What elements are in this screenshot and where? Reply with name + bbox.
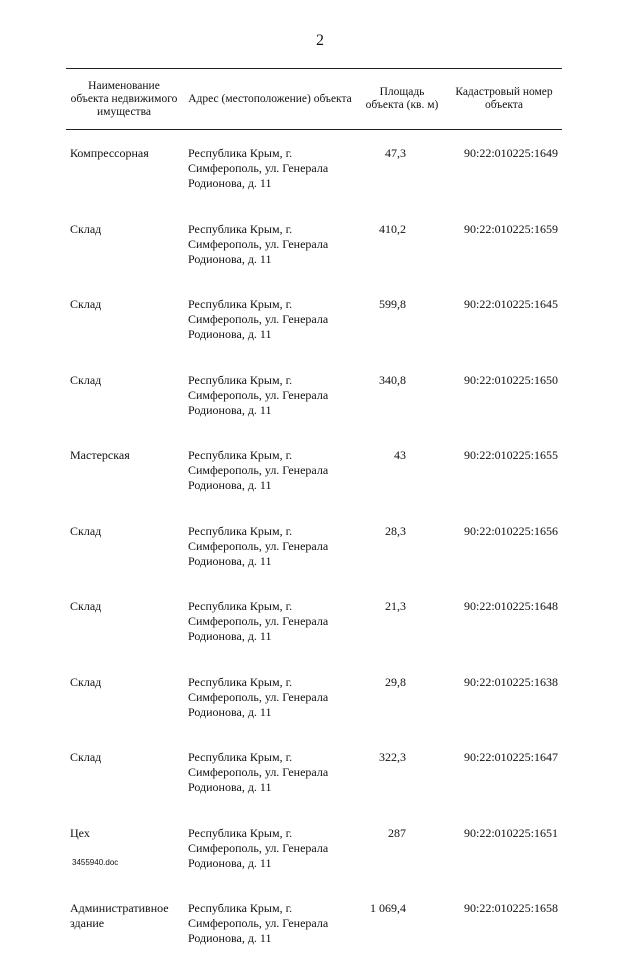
cell-area: 47,3: [385, 146, 406, 160]
cell-address: Республика Крым, г. Симферополь, ул. Генерала Родионова, д. 11: [188, 901, 329, 945]
cell-area: 599,8: [379, 297, 406, 311]
cell-area: 287: [388, 825, 406, 840]
cell-address: Республика Крым, г. Симферополь, ул. Генерала Родионова, д. 11: [188, 750, 329, 794]
header-cadastral: Кадастровый номер объекта: [455, 86, 553, 111]
page-number: 2: [316, 32, 324, 49]
cell-cadastral: 90:22:010225:1651: [463, 825, 558, 840]
cell-address: Республика Крым, г. Симферополь, ул. Генерала Родионова, д. 11: [188, 523, 329, 568]
table-row: [66, 659, 562, 735]
table-body: [66, 130, 562, 961]
cell-address: Республика Крым, г. Симферополь, ул. Генерала Родионова, д. 11: [188, 674, 329, 719]
cell-name: Административное здание: [70, 901, 169, 930]
table-row: [66, 130, 562, 206]
table-row: [66, 583, 562, 659]
cell-name: Склад: [70, 599, 102, 613]
cell-cadastral: 90:22:010225:1649: [463, 146, 558, 160]
table-row: [66, 206, 562, 282]
cell-cadastral: 90:22:010225:1658: [463, 901, 558, 915]
table-row: [66, 432, 562, 508]
cell-address: Республика Крым, г. Симферополь, ул. Генерала Родионова, д. 11: [188, 146, 329, 190]
table-row: [66, 281, 562, 357]
cell-name: Склад: [70, 221, 102, 236]
table-header: [66, 68, 562, 130]
cell-name: Склад: [70, 674, 102, 689]
cell-area: 340,8: [379, 372, 406, 387]
cell-address: Республика Крым, г. Симферополь, ул. Генерала Родионова, д. 11: [188, 221, 329, 266]
cell-cadastral: 90:22:010225:1656: [463, 523, 558, 538]
cell-cadastral: 90:22:010225:1647: [463, 750, 558, 764]
cell-cadastral: 90:22:010225:1638: [463, 674, 558, 689]
cell-area: 29,8: [385, 674, 406, 689]
cell-cadastral: 90:22:010225:1645: [463, 297, 558, 311]
cell-area: 410,2: [379, 221, 406, 236]
cell-address: Республика Крым, г. Симферополь, ул. Генерала Родионова, д. 11: [188, 372, 329, 417]
cell-area: 43: [394, 448, 406, 462]
header-name: Наименование объекта недвижимого имущества: [70, 79, 178, 118]
cell-cadastral: 90:22:010225:1648: [463, 599, 558, 613]
cell-cadastral: 90:22:010225:1659: [463, 221, 558, 236]
cell-address: Республика Крым, г. Симферополь, ул. Генерала Родионова, д. 11: [188, 448, 329, 492]
cell-address: Республика Крым, г. Симферополь, ул. Генерала Родионова, д. 11: [188, 297, 329, 341]
cell-name: Цех: [70, 825, 90, 840]
cell-cadastral: 90:22:010225:1655: [463, 448, 558, 462]
cell-area: 1 069,4: [370, 901, 406, 915]
table-row: [66, 357, 562, 433]
header-address: Адрес (местоположение) объекта: [188, 92, 352, 105]
cell-name: Склад: [70, 297, 102, 311]
cell-name: Мастерская: [70, 448, 130, 462]
header-area: Площадь объекта (кв. м): [365, 86, 439, 111]
table-row: [66, 734, 562, 810]
property-table: [66, 68, 562, 961]
cell-area: 322,3: [379, 750, 406, 764]
cell-address: Республика Крым, г. Симферополь, ул. Генерала Родионова, д. 11: [188, 825, 329, 870]
table-row: [66, 810, 562, 886]
cell-area: 21,3: [385, 599, 406, 613]
cell-cadastral: 90:22:010225:1650: [463, 372, 558, 387]
cell-name: Склад: [70, 523, 102, 538]
cell-name: Склад: [70, 372, 102, 387]
cell-address: Республика Крым, г. Симферополь, ул. Генерала Родионова, д. 11: [188, 599, 329, 643]
table-row: [66, 508, 562, 584]
cell-name: Компрессорная: [70, 146, 149, 160]
table-row: [66, 885, 562, 961]
cell-name: Склад: [70, 750, 102, 764]
document-filename: 3455940.doc: [72, 858, 119, 867]
cell-area: 28,3: [385, 523, 406, 538]
